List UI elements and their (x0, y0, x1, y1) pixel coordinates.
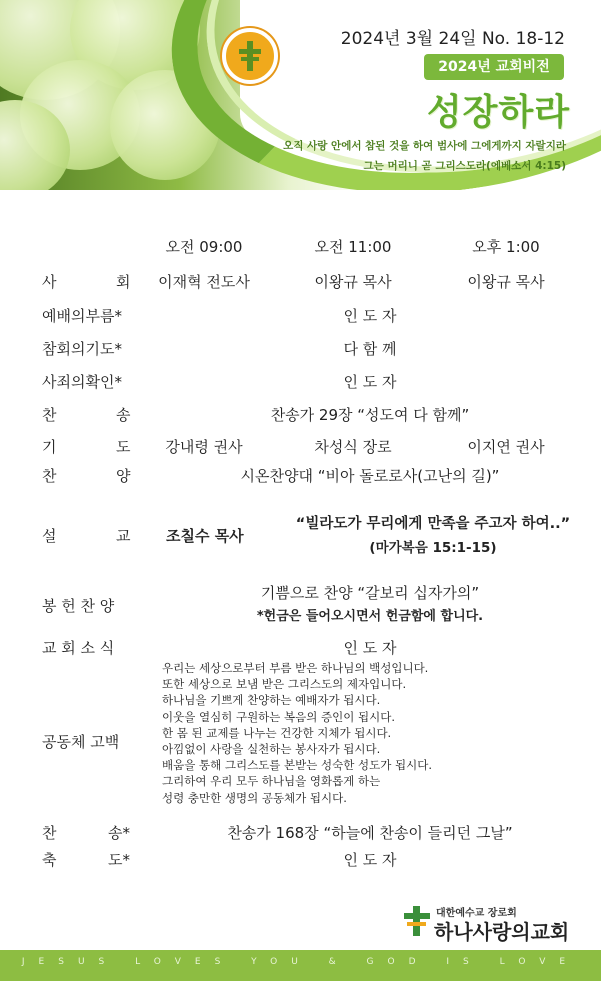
presider-1: 이재혁 전도사 (158, 273, 250, 291)
creed-line: 또한 세상으로 보냄 받은 그리스도의 제자입니다. (162, 677, 407, 692)
footer-band-text: JESUS LOVES YOU & GOD IS LOVE (21, 957, 580, 967)
presider-3: 이왕규 목사 (467, 273, 545, 291)
label-closing-hymn-b: 송* (108, 824, 130, 842)
vision-badge: 2024년 교회비전 (424, 54, 564, 80)
bulletin-date: 2024년 3월 24일 No. 18-12 (340, 29, 565, 49)
hymn-title: 찬송가 29장 “성도여 다 함께” (270, 406, 470, 424)
label-closing-hymn-a: 찬 (42, 824, 57, 842)
prayer-2: 차성식 장로 (314, 438, 392, 456)
anthem-title: 시온찬양대 “비아 돌로로사(고난의 길)” (240, 467, 500, 485)
label-prayer-a: 기 (42, 438, 57, 456)
label-presider-a: 사 (42, 273, 57, 291)
service-time-2: 오전 11:00 (314, 238, 392, 256)
church-cross-icon (404, 906, 430, 936)
offering-song: 기쁨으로 찬양 “갈보리 십자가의” (260, 584, 480, 602)
call-to-worship-leader: 인 도 자 (343, 307, 397, 325)
creed-line: 우리는 세상으로부터 부름 받은 하나님의 백성입니다. (162, 661, 429, 675)
prayer-3: 이지연 권사 (467, 438, 545, 456)
cross-logo-icon (222, 28, 278, 84)
creed-line: 한 몸 된 교제를 나누는 건강한 지체가 됩시다. (162, 725, 392, 740)
service-time-3: 오후 1:00 (472, 238, 540, 256)
benediction-leader: 인 도 자 (343, 851, 397, 869)
closing-hymn-title: 찬송가 168장 “하늘에 찬송이 들리던 그날” (227, 824, 513, 842)
label-benediction-b: 도* (108, 851, 130, 869)
label-sermon-a: 설 (42, 527, 57, 545)
prayer-confession-leader: 다 함 께 (343, 340, 397, 358)
label-benediction-a: 축 (42, 851, 57, 869)
service-time-1: 오전 09:00 (165, 238, 243, 256)
offering-note: *헌금은 들어오시면서 헌금함에 합니다. (256, 609, 484, 624)
label-announcements: 교 회 소 식 (42, 639, 115, 657)
assurance-leader: 인 도 자 (343, 373, 397, 391)
vision-verse-line1: 오직 사랑 안에서 참된 것을 하여 범사에 그에게까지 자랄지라 (283, 140, 566, 152)
announcements-leader: 인 도 자 (343, 639, 397, 657)
creed-line: 배움을 통해 그리스도를 본받는 성숙한 성도가 됩시다. (162, 758, 432, 773)
presider-2: 이왕규 목사 (314, 273, 392, 291)
label-sermon-b: 교 (116, 527, 131, 545)
sermon-title: “빌라도가 무리에게 만족을 주고자 하여..” (295, 516, 571, 532)
vision-verse-line2: 그는 머리니 곧 그리스도라(에베소서 4:15) (363, 160, 566, 172)
denomination: 대한예수교 장로회 (436, 908, 517, 919)
label-presider-b: 회 (116, 273, 131, 291)
label-offering: 봉 헌 찬 양 (42, 597, 115, 615)
vision-title: 성장하라 (426, 92, 570, 133)
creed-line: 그리하여 우리 모두 하나님을 영화롭게 하는 (162, 774, 381, 789)
creed-line: 하나님을 기쁘게 찬양하는 예배자가 됩시다. (162, 693, 381, 708)
header-banner (0, 0, 601, 190)
label-prayer-confession: 참회의기도* (42, 340, 122, 358)
label-assurance: 사죄의확인* (42, 373, 122, 391)
label-anthem-a: 찬 (42, 467, 57, 485)
label-creed: 공동체 고백 (42, 733, 120, 751)
creed-text (162, 660, 432, 806)
label-hymn-a: 찬 (42, 406, 57, 424)
label-anthem-b: 양 (116, 467, 131, 485)
sermon-scripture: (마가복음 15:1-15) (369, 540, 497, 556)
label-prayer-b: 도 (116, 438, 131, 456)
creed-line: 아낌없이 사랑을 실천하는 봉사자가 됩시다. (162, 742, 381, 757)
church-name: 하나사랑의교회 (434, 920, 570, 944)
sermon-preacher: 조칠수 목사 (166, 527, 244, 545)
creed-line: 이웃을 열심히 구원하는 복음의 증인이 됩시다. (162, 709, 396, 724)
label-hymn-b: 송 (116, 406, 131, 424)
prayer-1: 강내령 권사 (165, 438, 243, 456)
label-call-to-worship: 예배의부름* (42, 307, 122, 325)
creed-line: 성령 충만한 생명의 공동체가 됩시다. (162, 790, 347, 805)
